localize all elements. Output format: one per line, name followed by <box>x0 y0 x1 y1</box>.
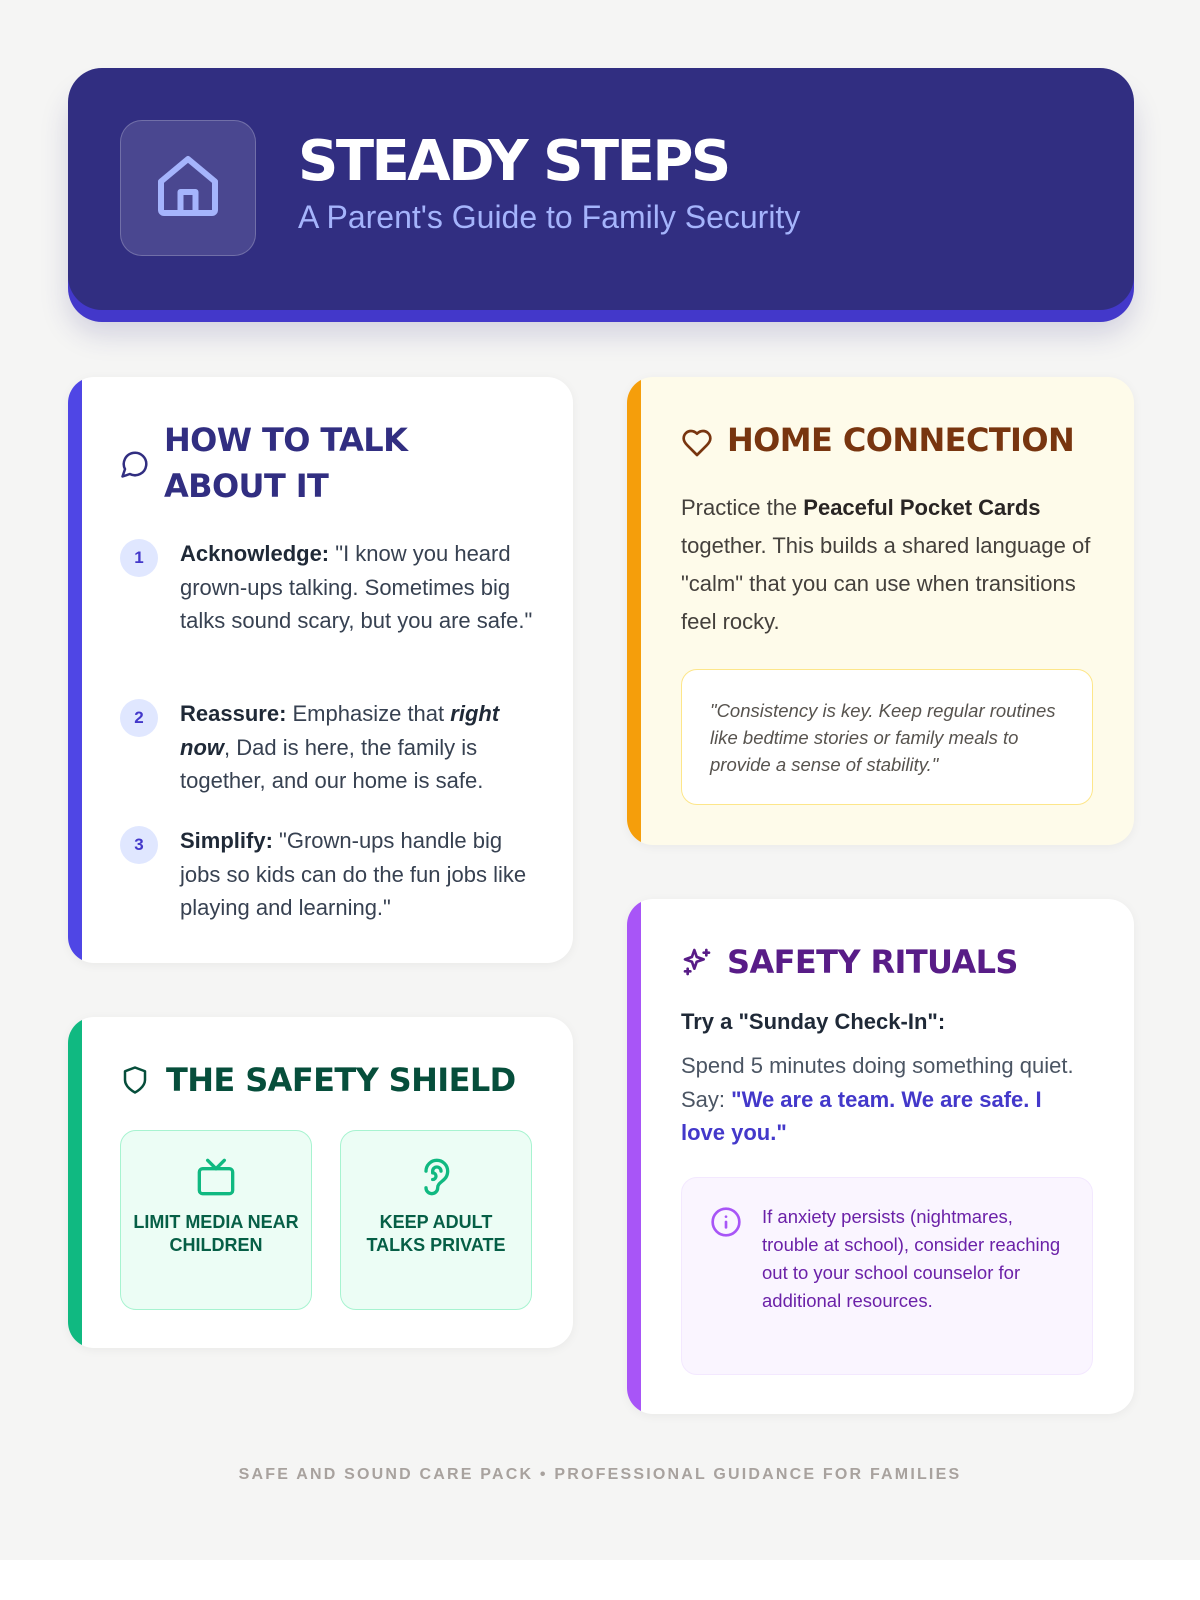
info-note-text: If anxiety persists (nightmares, trouble at school), consider reaching out to your school counselor for additional resources. <box>762 1206 1061 1311</box>
header-banner <box>68 68 1134 310</box>
step-emphasis: right now <box>180 701 500 760</box>
home-connection-card <box>627 377 1134 845</box>
card-accent-bar <box>627 899 641 1414</box>
page-subtitle: A Parent's Guide to Family Security <box>298 199 801 235</box>
step-body: Emphasize that <box>286 701 451 726</box>
heart-icon <box>681 427 713 464</box>
step-label: Reassure: <box>180 701 287 726</box>
card-title: THE SAFETY SHIELD <box>166 1061 516 1099</box>
card-title: SAFETY RITUALS <box>727 943 1018 981</box>
page-title: STEADY STEPS <box>298 129 729 194</box>
text-segment: Practice the <box>681 495 804 520</box>
home-icon <box>152 150 224 227</box>
card-title-line: ABOUT IT <box>164 467 329 505</box>
ritual-phrase: "We are a team. We are safe. I love you." <box>681 1086 1042 1145</box>
step-text <box>180 697 540 798</box>
ear-icon <box>416 1157 456 1202</box>
step-number: 1 <box>120 539 158 577</box>
text-segment: together. This builds a shared language of "calm" that you can use when transitions feel rocky. <box>681 533 1091 634</box>
shield-icon <box>120 1065 150 1100</box>
card-accent-bar <box>68 1017 82 1348</box>
tv-icon <box>196 1157 236 1202</box>
card-accent-bar <box>68 377 82 963</box>
how-to-talk-card <box>68 377 573 963</box>
highlight-text: Peaceful Pocket Cards <box>803 495 1041 520</box>
step-number: 3 <box>120 826 158 864</box>
home-connection-text <box>681 489 1091 641</box>
shield-tile-talks <box>340 1130 532 1310</box>
step-body: , Dad is here, the family is together, and our home is safe. <box>180 734 484 793</box>
step-body: "I know you heard grown-ups talking. Sometimes big talks sound scary, but you are safe." <box>180 541 533 633</box>
step-label: Simplify: <box>180 828 273 853</box>
header-icon-box <box>120 120 256 256</box>
step-label: Acknowledge: <box>180 541 330 566</box>
sparkles-icon <box>681 946 713 983</box>
safety-rituals-card <box>627 899 1134 1414</box>
card-accent-bar <box>627 377 641 845</box>
step-text <box>180 537 540 638</box>
shield-tile-media <box>120 1130 312 1310</box>
step-body: "Grown-ups handle big jobs so kids can do the fun jobs like playing and learning." <box>180 828 527 920</box>
step-number: 2 <box>120 699 158 737</box>
quote-box <box>681 669 1093 805</box>
ritual-lead: Try a "Sunday Check-In": <box>681 1009 946 1034</box>
info-note <box>681 1177 1093 1375</box>
info-icon <box>710 1206 742 1243</box>
tile-label: LIMIT MEDIA NEAR CHILDREN <box>133 1212 299 1255</box>
quote-text: "Consistency is key. Keep regular routines like bedtime stories or family meals to provide a sense of stability." <box>710 700 1056 775</box>
ritual-text <box>681 1049 1081 1150</box>
card-title-line: HOW TO TALK <box>164 421 408 459</box>
step-text <box>180 824 540 925</box>
card-title <box>164 417 484 509</box>
footer: SAFE AND SOUND CARE PACK • PROFESSIONAL GUIDANCE FOR FAMILIES <box>238 1466 962 1483</box>
tile-label: KEEP ADULT TALKS PRIVATE <box>366 1212 506 1255</box>
text-segment: Spend 5 minutes doing something quiet. Say: <box>681 1053 1074 1112</box>
chat-bubble-icon <box>120 449 150 484</box>
safety-shield-card <box>68 1017 573 1348</box>
card-title: HOME CONNECTION <box>727 421 1075 459</box>
